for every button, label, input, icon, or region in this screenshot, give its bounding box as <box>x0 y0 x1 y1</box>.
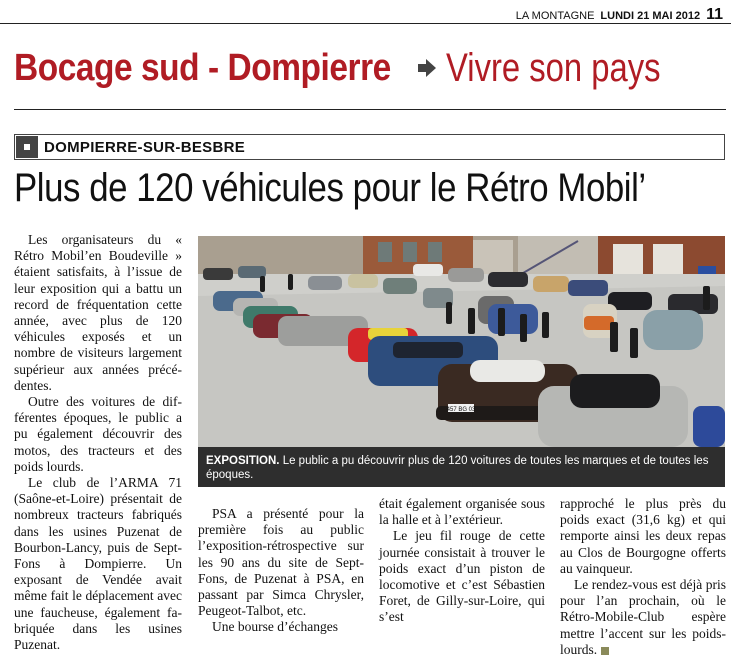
section-header <box>14 38 725 98</box>
section-region: Bocage sud - Dompierre <box>14 46 391 89</box>
kicker-square-icon <box>16 136 38 158</box>
paragraph: était également organisée sous la halle et à l’extérieur. <box>379 496 545 528</box>
paragraph: Le jeu fil rouge de cette journée consistait à trouver le poids exact d’un piston de locomotive et c’est Sébastien Foret, de Gilly-sur-Loire, qui s’est <box>379 528 545 625</box>
issue-date: LUNDI 21 MAI 2012 <box>600 10 701 22</box>
paragraph <box>560 577 726 658</box>
page-number: 11 <box>706 6 723 23</box>
closing-sentence: Le rendez-vous est déjà pris pour l’an prochain, où le Rétro-Mobile-Club espère mettre l’accent sur les poids-lourds. <box>560 577 726 657</box>
section-rubric: Vivre son pays <box>446 45 661 90</box>
license-plate: 457 BG 03 <box>446 407 476 413</box>
article-column-4 <box>560 496 726 658</box>
article-photo <box>198 236 725 447</box>
paragraph: PSA a présenté pour la première fois au public l’exposition-rétrospective sur les 90 ans du site de Sept-Fons, de Puzenat à PSA, en passant par Simca Chrysler, Peugeot-Talbot, etc. <box>198 506 364 619</box>
paragraph: Outre des voitures de différentes époques, le public a pu également découvrir des motos, des tracteurs et des poids lourds. <box>14 394 182 474</box>
paragraph: Une bourse d’échanges <box>212 619 338 635</box>
page-masthead <box>0 6 723 24</box>
article-column-2 <box>198 506 364 636</box>
caption-text: Le public a pu découvrir plus de 120 voitures de toutes les marques et de toutes les époques. <box>206 455 709 481</box>
masthead-rule <box>0 23 731 24</box>
end-square-icon <box>601 647 609 655</box>
article-column-3 <box>379 496 545 626</box>
kicker-label: DOMPIERRE-SUR-BESBRE <box>44 138 246 156</box>
paragraph: Les organisateurs du « Rétro Mobil’en Boudeville » étaient satisfaits, à l’issue de leur exposition qui a battu un record de fréquentation cette année, avec plus de 120 véhicules exposés et un nombre de visiteurs largement supérieur aux années précédentes. <box>14 232 182 393</box>
section-rule <box>14 109 726 110</box>
paragraph: Le club de l’ARMA 71 (Saône-et-Loire) présentait de nombreux tracteurs fabriqués dans les usines Puzenat de Bourbon-Lancy, puis de Sept-Fons à Dompierre. Un exposant de Vendée avait même fait le déplacement avec une faucheuse, également fabriquée dans les usines Puzenat. <box>14 475 182 653</box>
arrow-right-icon <box>416 57 438 79</box>
car-show-photo <box>198 236 725 447</box>
headline-text: Plus de 120 véhicules pour le Rétro Mobil’ <box>14 166 646 210</box>
photo-caption <box>198 447 725 487</box>
article-column-1 <box>14 232 182 653</box>
article-headline <box>14 166 725 222</box>
publication-name: LA MONTAGNE <box>515 10 595 22</box>
paragraph: rapproché le plus près du poids exact (31,6 kg) et qui remporte ainsi les deux repas au Clos de Bourgogne offerts au vainqueur. <box>560 496 726 576</box>
article-kicker <box>14 134 725 160</box>
caption-lead: EXPOSITION. <box>206 455 280 467</box>
